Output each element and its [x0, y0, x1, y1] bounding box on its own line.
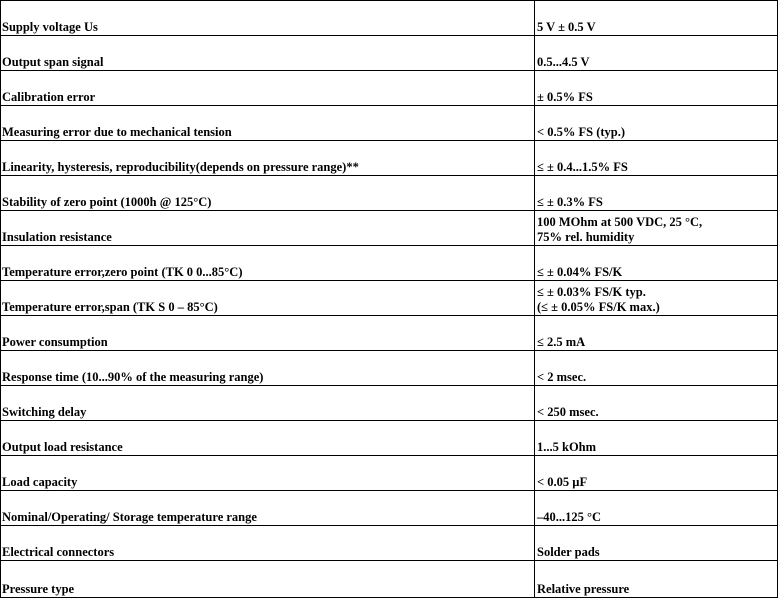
parameter-cell: Linearity, hysteresis, reproducibility(depends on pressure range)**: [1, 141, 535, 176]
value-line-1: ≤ ± 0.03% FS/K typ.: [537, 285, 646, 299]
table-row: [1, 176, 778, 211]
parameter-cell: Insulation resistance: [1, 211, 535, 246]
table-row: [1, 1, 778, 36]
value-cell: < 0.05 µF: [535, 456, 778, 491]
value-cell: < 250 msec.: [535, 386, 778, 421]
value-cell: Solder pads: [535, 526, 778, 561]
parameter-cell: Switching delay: [1, 386, 535, 421]
table-row: [1, 71, 778, 106]
value-cell: < 0.5% FS (typ.): [535, 106, 778, 141]
value-cell: ≤ ± 0.4...1.5% FS: [535, 141, 778, 176]
table-row: [1, 211, 778, 246]
value-cell: –40...125 °C: [535, 491, 778, 526]
table-row: [1, 526, 778, 561]
value-cell: 0.5...4.5 V: [535, 36, 778, 71]
value-cell: ≤ ± 0.3% FS: [535, 176, 778, 211]
value-cell: 5 V ± 0.5 V: [535, 1, 778, 36]
value-cell: Relative pressure: [535, 561, 778, 598]
value-cell: [535, 281, 778, 316]
value-cell: ± 0.5% FS: [535, 71, 778, 106]
table-row: [1, 456, 778, 491]
table-row: [1, 351, 778, 386]
value-cell: [535, 211, 778, 246]
parameter-cell: Measuring error due to mechanical tension: [1, 106, 535, 141]
table-row: [1, 281, 778, 316]
value-line-2: 75% rel. humidity: [537, 230, 635, 244]
value-cell: 1...5 kOhm: [535, 421, 778, 456]
value-line-1: 100 MOhm at 500 VDC, 25 °C,: [537, 215, 703, 229]
table-row: [1, 316, 778, 351]
table-row: [1, 246, 778, 281]
table-row: [1, 386, 778, 421]
value-cell: ≤ 2.5 mA: [535, 316, 778, 351]
parameter-cell: Load capacity: [1, 456, 535, 491]
parameter-cell: Temperature error,span (TK S 0 – 85°C): [1, 281, 535, 316]
parameter-cell: Supply voltage Us: [1, 1, 535, 36]
parameter-cell: Temperature error,zero point (TK 0 0...85°C): [1, 246, 535, 281]
parameter-cell: Electrical connectors: [1, 526, 535, 561]
parameter-cell: Pressure type: [1, 561, 535, 598]
table-row: [1, 421, 778, 456]
table-row: [1, 106, 778, 141]
parameter-cell: Calibration error: [1, 71, 535, 106]
value-line-2: (≤ ± 0.05% FS/K max.): [537, 300, 660, 314]
value-cell: < 2 msec.: [535, 351, 778, 386]
parameter-cell: Output load resistance: [1, 421, 535, 456]
parameter-cell: Response time (10...90% of the measuring range): [1, 351, 535, 386]
table-row: [1, 36, 778, 71]
value-cell: ≤ ± 0.04% FS/K: [535, 246, 778, 281]
table-row: [1, 491, 778, 526]
parameter-cell: Output span signal: [1, 36, 535, 71]
table-row: [1, 141, 778, 176]
parameter-cell: Nominal/Operating/ Storage temperature range: [1, 491, 535, 526]
parameter-cell: Stability of zero point (1000h @ 125°C): [1, 176, 535, 211]
parameter-cell: Power consumption: [1, 316, 535, 351]
